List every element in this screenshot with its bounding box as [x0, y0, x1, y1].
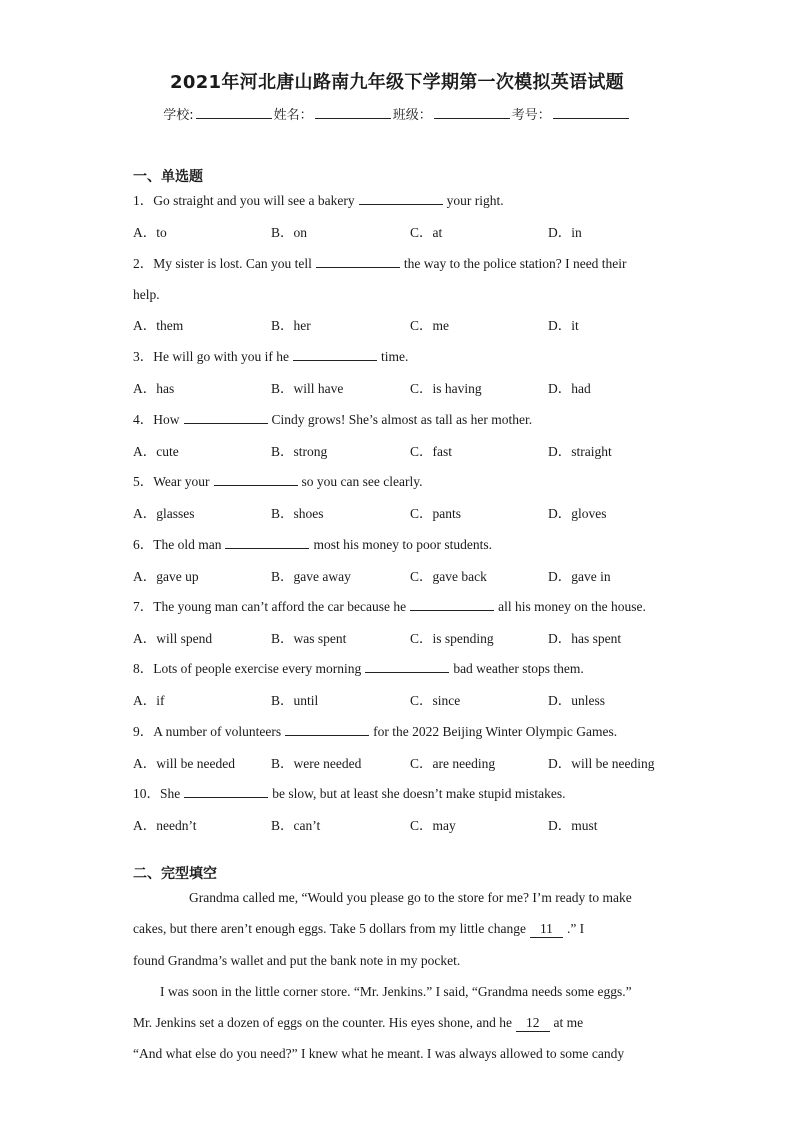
passage-line: [133, 1015, 583, 1032]
question-stem: [133, 349, 408, 365]
answer-option[interactable]: D．had: [548, 381, 591, 396]
answer-option[interactable]: A．glasses: [133, 506, 195, 521]
passage-text: cakes, but there aren’t enough eggs. Take 5 dollars from my little change: [133, 921, 526, 936]
answer-option[interactable]: D．in: [548, 225, 582, 240]
answer-option[interactable]: B．on: [271, 225, 308, 240]
question-stem: [133, 786, 565, 802]
section-heading-cloze: 二、完型填空: [133, 866, 217, 882]
answer-option[interactable]: D．it: [548, 318, 579, 333]
answer-blank[interactable]: [214, 474, 298, 486]
answer-option[interactable]: D．gave in: [548, 569, 611, 584]
question-text: so you can see clearly.: [301, 474, 423, 489]
answer-option[interactable]: D．has spent: [548, 631, 622, 646]
answer-blank[interactable]: [365, 661, 449, 673]
answer-blank[interactable]: [359, 193, 443, 205]
question-text: 8．Lots of people exercise every morning: [133, 661, 362, 676]
question-text: 5．Wear your: [133, 474, 210, 489]
school-blank[interactable]: [196, 106, 272, 119]
answer-option[interactable]: B．gave away: [271, 569, 351, 584]
answer-option[interactable]: A．will spend: [133, 631, 213, 646]
answer-option[interactable]: B．strong: [271, 444, 328, 459]
answer-option[interactable]: C．fast: [410, 444, 452, 459]
question-text: 6．The old man: [133, 537, 222, 552]
question-stem: [133, 474, 422, 490]
answer-blank[interactable]: [184, 412, 268, 424]
question-text: the way to the police station? I need their: [403, 256, 627, 271]
section-heading-single-choice: 一、单选题: [133, 169, 203, 185]
question-stem: [133, 724, 617, 740]
answer-option[interactable]: C．pants: [410, 506, 462, 521]
answer-option[interactable]: A．to: [133, 225, 167, 240]
question-stem: [133, 661, 584, 677]
question-text: 9．A number of volunteers: [133, 724, 282, 739]
question-stem: [133, 193, 504, 209]
name-label: 姓名：: [273, 108, 313, 123]
question-text: 10．She: [133, 786, 181, 801]
passage-text: Mr. Jenkins set a dozen of eggs on the counter. His eyes shone, and he: [133, 1015, 513, 1030]
passage-line: [133, 921, 584, 938]
answer-option[interactable]: D．will be needing: [548, 756, 655, 771]
passage-text: .” I: [566, 921, 585, 936]
answer-option[interactable]: D．unless: [548, 693, 605, 708]
question-stem: [133, 599, 646, 615]
answer-option[interactable]: A．needn’t: [133, 818, 197, 833]
question-text: bad weather stops them.: [453, 661, 584, 676]
answer-option[interactable]: A．if: [133, 693, 165, 708]
answer-option[interactable]: A．them: [133, 318, 184, 333]
question-text: 2．My sister is lost. Can you tell: [133, 256, 312, 271]
passage-line: found Grandma’s wallet and put the bank note in my pocket.: [133, 953, 461, 968]
answer-blank[interactable]: [225, 537, 309, 549]
answer-blank[interactable]: [293, 349, 377, 361]
answer-option[interactable]: C．since: [410, 693, 461, 708]
class-label: 班级：: [392, 108, 432, 123]
answer-option[interactable]: C．gave back: [410, 569, 487, 584]
answer-option[interactable]: B．can’t: [271, 818, 321, 833]
question-stem: [133, 537, 492, 553]
answer-option[interactable]: C．is spending: [410, 631, 494, 646]
page-title: 2021年河北唐山路南九年级下学期第一次模拟英语试题: [170, 72, 624, 93]
question-text: most his money to poor students.: [313, 537, 492, 552]
answer-option[interactable]: A．will be needed: [133, 756, 235, 771]
cloze-blank-12[interactable]: 12: [516, 1015, 550, 1032]
question-text: be slow, but at least she doesn’t make stupid mistakes.: [272, 786, 566, 801]
answer-option[interactable]: B．shoes: [271, 506, 324, 521]
answer-option[interactable]: C．at: [410, 225, 443, 240]
question-stem: [133, 256, 627, 272]
answer-option[interactable]: B．will have: [271, 381, 344, 396]
question-text: all his money on the house.: [498, 599, 646, 614]
class-blank[interactable]: [434, 106, 510, 119]
answer-option[interactable]: B．until: [271, 693, 319, 708]
question-text: your right.: [446, 193, 504, 208]
school-label: 学校:: [163, 108, 194, 123]
answer-option[interactable]: B．was spent: [271, 631, 347, 646]
answer-blank[interactable]: [316, 256, 400, 268]
cloze-blank-11[interactable]: 11: [530, 921, 563, 938]
question-text: Cindy grows! She’s almost as tall as her mother.: [271, 412, 533, 427]
answer-option[interactable]: C．are needing: [410, 756, 496, 771]
number-label: 考号：: [511, 108, 551, 123]
question-text: 3．He will go with you if he: [133, 349, 289, 364]
answer-option[interactable]: A．gave up: [133, 569, 199, 584]
question-text: 7．The young man can’t afford the car because he: [133, 599, 407, 614]
passage-text: at me: [553, 1015, 584, 1030]
number-blank[interactable]: [553, 106, 629, 119]
student-info-row: [0, 104, 794, 123]
answer-option[interactable]: D．must: [548, 818, 598, 833]
answer-blank[interactable]: [285, 724, 369, 736]
answer-option[interactable]: D．gloves: [548, 506, 607, 521]
passage-line: I was soon in the little corner store. “Mr. Jenkins.” I said, “Grandma needs some eggs.”: [160, 984, 632, 999]
question-text: 1．Go straight and you will see a bakery: [133, 193, 355, 208]
question-text-continued: help.: [133, 287, 160, 302]
answer-option[interactable]: B．were needed: [271, 756, 362, 771]
answer-option[interactable]: C．may: [410, 818, 456, 833]
name-blank[interactable]: [315, 106, 391, 119]
question-text: 4．How: [133, 412, 180, 427]
answer-option[interactable]: C．me: [410, 318, 449, 333]
answer-option[interactable]: C．is having: [410, 381, 482, 396]
answer-option[interactable]: B．her: [271, 318, 311, 333]
question-text: time.: [380, 349, 409, 364]
answer-blank[interactable]: [410, 599, 494, 611]
passage-line: “And what else do you need?” I knew what he meant. I was always allowed to some candy: [133, 1046, 625, 1061]
passage-line: Grandma called me, “Would you please go to the store for me? I’m ready to make: [189, 890, 632, 905]
answer-option[interactable]: D．straight: [548, 444, 612, 459]
question-text: for the 2022 Beijing Winter Olympic Games.: [373, 724, 618, 739]
answer-option[interactable]: A．cute: [133, 444, 179, 459]
answer-blank[interactable]: [184, 786, 268, 798]
answer-option[interactable]: A．has: [133, 381, 175, 396]
question-stem: [133, 412, 532, 428]
